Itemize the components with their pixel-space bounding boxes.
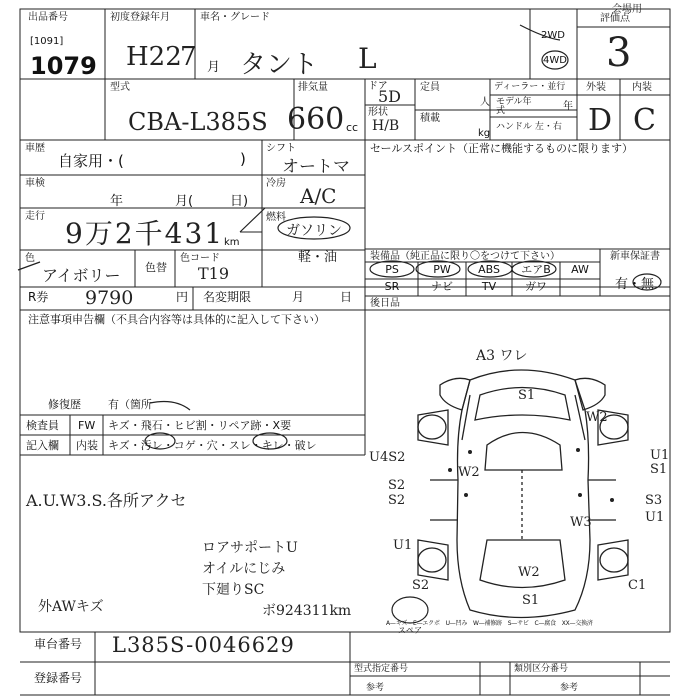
model-label: 型式 [110,82,130,93]
diagram-mark-c1: C1 [628,578,647,593]
inspector-note-4: オイルにじみ [202,561,286,577]
fuel-label: 燃料 [266,212,286,223]
history-label: 車歴 [25,143,45,154]
load-unit: kg [478,128,491,139]
aircon-label: 冷房 [266,178,286,189]
inspection-day: 日) [230,194,249,209]
drive-2wd: 2WD [541,30,565,41]
damage-legend: A—キズ E—エクボ U—凹み W—補修跡 S—サビ C—腐食 XX—交換済 [386,620,593,627]
recycle-label: R券 [28,290,49,304]
exterior-label: 外装 [586,82,606,93]
equip-navi: ナビ [431,280,453,293]
equip-airbag: エアB [521,263,551,276]
inspector-note-6: ボ924311km [262,603,352,619]
load-label: 積載 [420,113,440,124]
inspector-note-1: A.U.W3.S.各所アクセ [26,491,187,510]
displacement-unit: cc [346,121,359,134]
car-diagram-outline [418,370,628,618]
interior-value: C [633,103,656,138]
interior-check-items: キズ・汚レ・コゲ・穴・スレ・キレ・破レ [108,439,317,452]
chassis-label: 車台番号 [34,637,83,651]
first-reg-label: 初度登録年月 [110,12,170,23]
diagram-mark-s2-bottom: S2 [412,578,430,593]
diagram-mark-w2-center: W2 [458,465,480,480]
diagram-mark-u4s2: U4S2 [369,450,406,465]
diagram-mark-s3: S3 [645,493,663,508]
recycle-unit: 円 [176,290,189,304]
car-grade-value: L [358,42,377,75]
doors-value: 5D [378,87,402,106]
diagram-mark-s2-left-b: S2 [388,493,406,508]
diagram-mark-u1-left: U1 [393,538,413,553]
equip-ps: PS [385,263,399,276]
inspection-year: 年 [110,194,124,209]
capacity-unit: 人 [480,97,490,108]
recycle-value: 9790 [85,287,134,309]
equipment-label: 装備品（純正品に限り〇をつけて下さい） [370,251,560,262]
model-year-unit: 年 [563,101,573,112]
diagram-mark-u1-right-b: U1 [645,510,665,525]
diagram-mark-w3: W3 [570,515,592,530]
name-change-month: 月 [292,290,305,304]
fuel-gas: ガソリン [286,223,342,239]
inspector-note-5: 下廻りSC [202,582,265,598]
interior-label: 内装 [632,82,652,93]
sales-point-label: セールスポイント（正常に機能するものに限ります） [370,142,634,155]
fw-label: FW [78,419,96,432]
lot-label: 出品番号 [28,12,68,23]
warranty-value: 有・無 [615,277,655,292]
shape-value: H/B [372,118,400,134]
rating-label: 評価点 [600,13,630,24]
inspector-note-3: ロアサポートU [202,540,298,556]
history-value: 自家用・( [58,152,124,170]
inspection-month: 月( [175,194,194,209]
aircon-value: A/C [300,184,337,208]
name-change-label: 名変期限 [203,290,252,304]
car-name-label: 車名・グレード [200,12,270,23]
first-reg-month: 7 [180,42,197,72]
history-close: ) [240,150,246,168]
diagram-top-note: A3 ワレ [476,348,528,364]
inspector-label-2: 記入欄 [26,439,59,452]
top-right-note: 会場用 [612,4,642,15]
first-reg-year: H22 [126,42,182,72]
diagram-mark-w2-bottom: W2 [518,565,540,580]
chassis-value: L385S-0046629 [112,633,295,657]
shape-label: 形状 [368,107,388,118]
inspector-label-1: 検査員 [26,419,59,432]
fw-items: キズ・飛石・ヒビ割・リペア跡・X要 [108,419,292,432]
diagram-mark-w2-right: W2 [586,410,608,425]
rating-value: 3 [606,30,632,76]
reference-label-1: 参考 [366,683,385,693]
dealer-label: ディーラー・並行 [494,82,566,92]
reference-label-2: 参考 [560,683,579,693]
post-sheet-label: 後日品 [370,298,400,309]
handle-label: ハンドル 左・右 [496,122,562,132]
model-year-label: モデル年式 [496,97,532,116]
color-code-value: T19 [198,264,230,283]
mileage-label: 走行 [25,211,45,222]
color-value: アイボリー [42,266,121,285]
repair-label: 修復歴 [48,398,81,411]
capacity-label: 定員 [420,82,440,93]
equip-aw: AW [571,263,589,276]
shift-value: オートマ [282,157,350,177]
fuel-diesel: 軽・油 [298,250,338,265]
class-number-label: 類別区分番号 [514,664,569,674]
equip-sr: SR [384,280,400,293]
first-reg-month-unit: 月 [207,60,221,75]
color-code-label: 色コード [180,253,220,264]
color-change-label: 色替 [145,261,167,274]
interior-check-label: 内装 [76,439,98,452]
repair-value: 有（箇所 [108,398,152,411]
displacement-label: 排気量 [298,82,328,93]
diagram-mark-u1-right: U1 [650,448,670,463]
doors-label: ドア [368,81,388,92]
model-value: CBA-L385S [128,108,268,136]
inspector-note-2: 外AWキズ [38,599,104,615]
spare-label: スペア [398,626,422,635]
equip-tv: TV [481,280,497,293]
equip-extra: ガワ [525,280,547,293]
notes-label: 注意事項申告欄（不具合内容等は具体的に記入して下さい） [28,313,325,326]
equip-pw: PW [433,263,451,276]
name-change-day: 日 [340,290,353,304]
drive-4wd: 4WD [543,55,567,66]
car-name-value: タント [240,50,319,80]
diagram-mark-s1-bottom: S1 [522,593,540,608]
mileage-unit: km [224,237,240,248]
lot-sub-code: [1091] [30,36,64,47]
displacement-value: 660 [287,102,345,137]
warranty-label: 新車保証書 [610,251,660,262]
shift-label: シフト [266,143,296,154]
registration-label: 登録番号 [34,671,83,685]
diagram-mark-s1-top: S1 [518,388,536,403]
diagram-mark-s1-right: S1 [650,462,668,477]
exterior-value: D [588,103,613,138]
color-label: 色 [25,253,35,264]
model-number-label: 型式指定番号 [354,664,409,674]
lot-number: 1079 [30,52,97,80]
inspection-label: 車検 [25,178,45,189]
diagram-mark-s2-left-a: S2 [388,478,406,493]
mileage-value: 9万2千431 [65,217,225,250]
equip-abs: ABS [478,263,500,276]
